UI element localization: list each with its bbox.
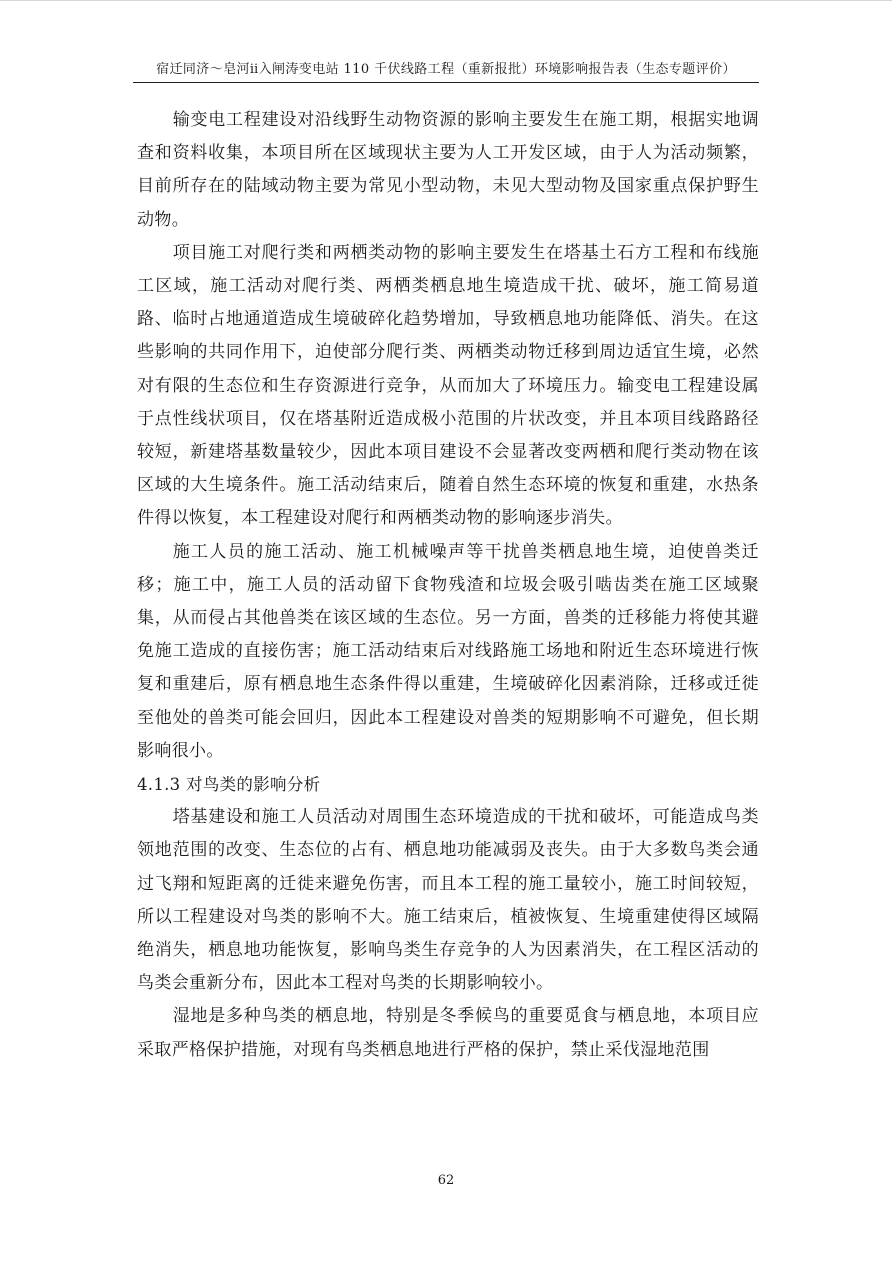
paragraph-wildlife-overview: 输变电工程建设对沿线野生动物资源的影响主要发生在施工期，根据实地调查和资料收集，本项目所在区域现状主要为人工开发区域，由于人为活动频繁，目前所存在的陆域动物主要为常见小型动物，未见大型动物及国家重点保护野生动物。 [137, 110, 759, 230]
document-body [137, 104, 759, 1067]
paragraph-wetland-protection: 湿地是多种鸟类的栖息地，特别是冬季候鸟的重要觅食与栖息地，本项目应采取严格保护措施，对现有鸟类栖息地进行严格的保护，禁止采伐湿地范围 [137, 1006, 759, 1060]
section-heading-birds: 4.1.3 对鸟类的影响分析 [137, 775, 321, 795]
paragraph-birds-impact: 塔基建设和施工人员活动对周围生态环境造成的干扰和破坏，可能造成鸟类领地范围的改变、生态位的占有、栖息地功能减弱及丧失。由于大多数鸟类会通过飞翔和短距离的迁徙来避免伤害，而且本工程的施工量较小，施工时间较短，所以工程建设对鸟类的影响不大。施工结束后，植被恢复、生境重建使得区域隔绝消失，栖息地功能恢复，影响鸟类生存竞争的人为因素消失，在工程区活动的鸟类会重新分布，因此本工程对鸟类的长期影响较小。 [137, 807, 759, 994]
page-header: 宿迁同济～皂河ⅱ入闸涛变电站 110 千伏线路工程（重新报批）环境影响报告表（生态专题评价） [133, 58, 759, 83]
top-border-line [0, 0, 892, 1]
paragraph-reptiles-amphibians: 项目施工对爬行类和两栖类动物的影响主要发生在塔基土石方工程和布线施工区域，施工活动对爬行类、两栖类栖息地生境造成干扰、破坏，施工简易道路、临时占地通道造成生境破碎化趋势增加，导致栖息地功能降低、消失。在这些影响的共同作用下，迫使部分爬行类、两栖类动物迁移到周边适宜生境，必然对有限的生态位和生存资源进行竞争，从而加大了环境压力。输变电工程建设属于点性线状项目，仅在塔基附近造成极小范围的片状改变，并且本项目线路路径较短，新建塔基数量较少，因此本项目建设不会显著改变两栖和爬行类动物在该区域的大生境条件。施工活动结束后，随着自然生态环境的恢复和重建，水热条件得以恢复，本工程建设对爬行和两栖类动物的影响逐步消失。 [137, 242, 759, 529]
paragraph-mammals: 施工人员的施工活动、施工机械噪声等干扰兽类栖息地生境，迫使兽类迁移；施工中，施工人员的活动留下食物残渣和垃圾会吸引啮齿类在施工区域聚集，从而侵占其他兽类在该区域的生态位。另一方面，兽类的迁移能力将使其避免施工造成的直接伤害；施工活动结束后对线路施工场地和附近生态环境进行恢复和重建后，原有栖息地生态条件得以重建，生境破碎化因素消除，迁移或迁徙至他处的兽类可能会回归，因此本工程建设对兽类的短期影响不可避免，但长期影响很小。 [137, 541, 759, 761]
page-number: 62 [437, 1173, 455, 1188]
